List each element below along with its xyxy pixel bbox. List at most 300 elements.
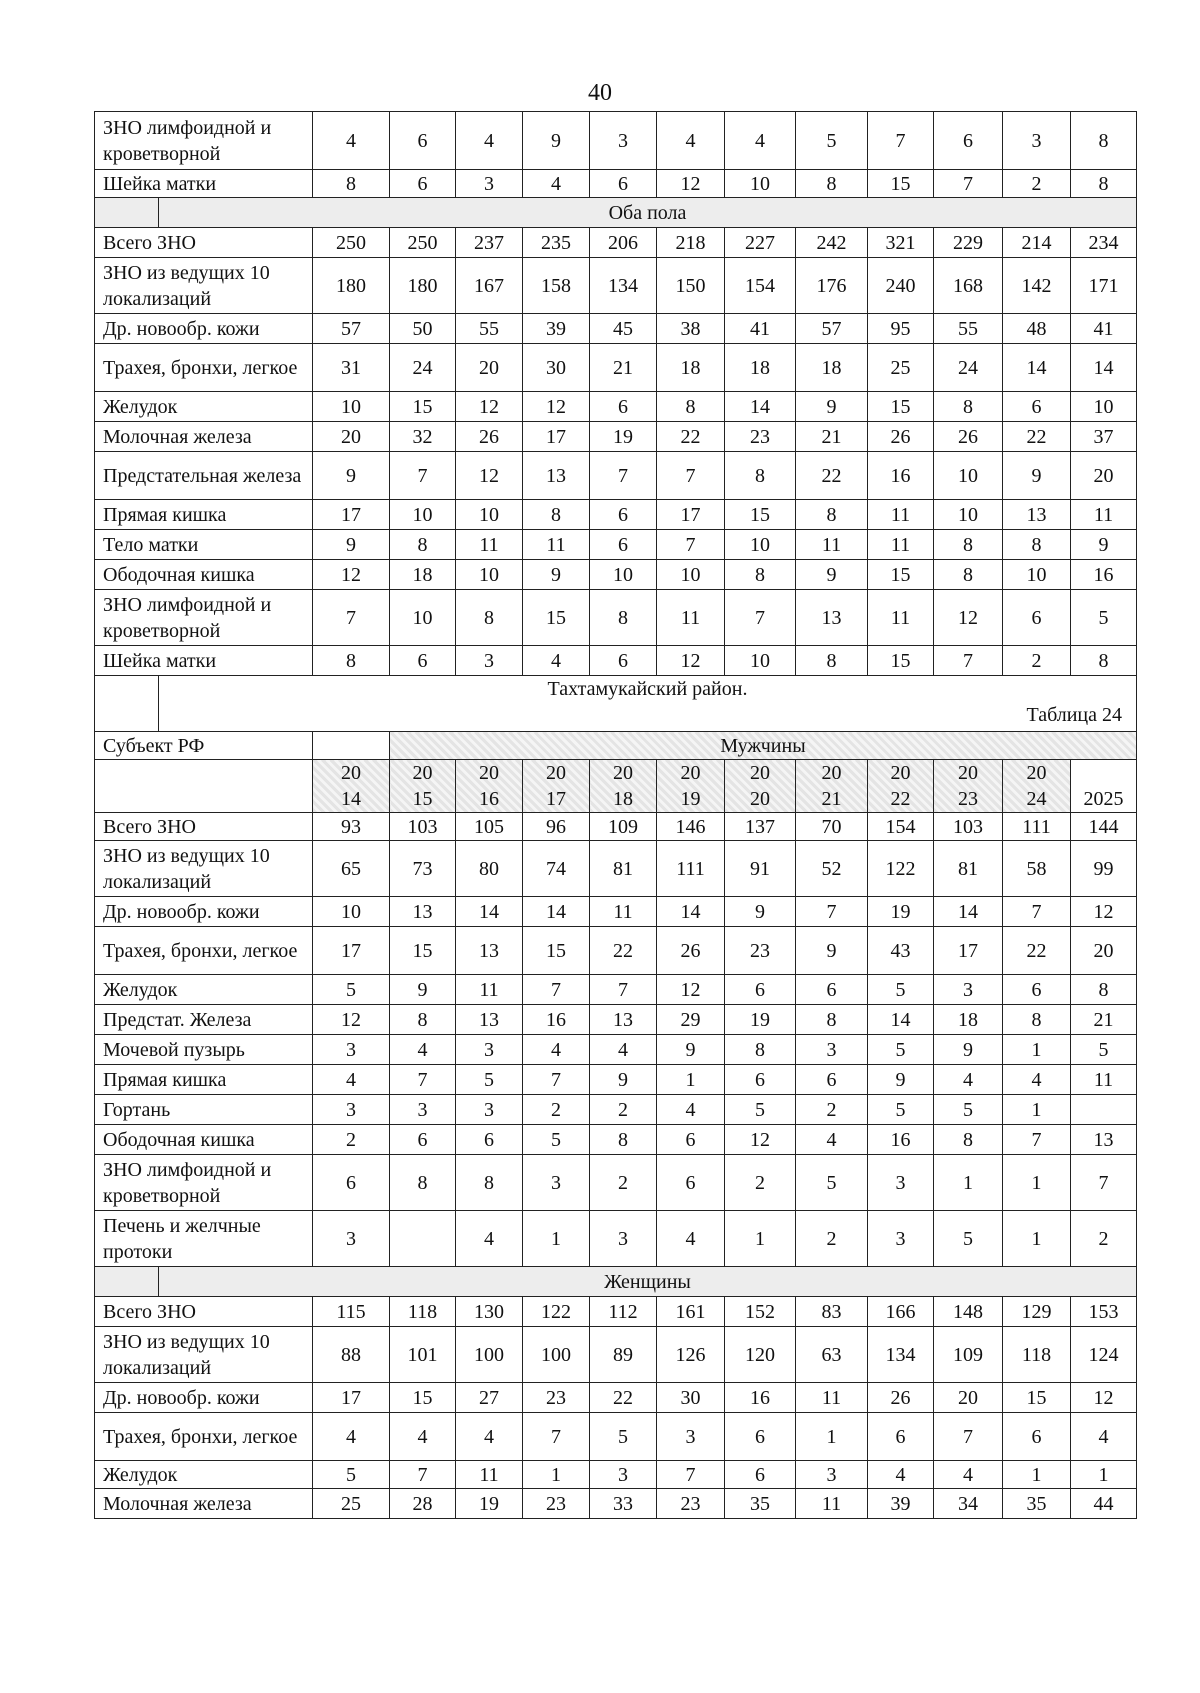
- row-label: ЗНО лимфоидной и кроветворной: [95, 1155, 313, 1211]
- value-cell: 6: [725, 1413, 796, 1461]
- row-label: Др. новообр. кожи: [95, 1383, 313, 1413]
- value-cell: 4: [590, 1035, 657, 1065]
- row-label: Прямая кишка: [95, 1065, 313, 1095]
- table-row: [95, 500, 1137, 530]
- value-cell: 12: [456, 452, 523, 500]
- value-cell: 6: [796, 1065, 868, 1095]
- value-cell: 4: [456, 112, 523, 170]
- value-cell: 9: [523, 560, 590, 590]
- value-cell: 18: [725, 344, 796, 392]
- table-row: [95, 1065, 1137, 1095]
- statistics-table: [94, 111, 1137, 1519]
- table-row: [95, 1413, 1137, 1461]
- value-cell: 7: [590, 452, 657, 500]
- value-cell: 235: [523, 228, 590, 258]
- blank-cell: [313, 732, 390, 760]
- value-cell: 57: [313, 314, 390, 344]
- table-row: [95, 927, 1137, 975]
- value-cell: 22: [1003, 927, 1071, 975]
- value-cell: 15: [868, 646, 934, 676]
- year-header: [523, 760, 590, 813]
- value-cell: 25: [313, 1489, 390, 1519]
- value-cell: 12: [313, 1005, 390, 1035]
- value-cell: 118: [390, 1297, 456, 1327]
- value-cell: 21: [796, 422, 868, 452]
- value-cell: 15: [1003, 1383, 1071, 1413]
- value-cell: 8: [456, 590, 523, 646]
- value-cell: 7: [1003, 897, 1071, 927]
- value-cell: 11: [456, 975, 523, 1005]
- value-cell: 74: [523, 841, 590, 897]
- value-cell: 13: [456, 1005, 523, 1035]
- value-cell: 1: [725, 1211, 796, 1267]
- value-cell: 168: [934, 258, 1003, 314]
- value-cell: 10: [1003, 560, 1071, 590]
- value-cell: 13: [1003, 500, 1071, 530]
- value-cell: 15: [523, 927, 590, 975]
- value-cell: 12: [313, 560, 390, 590]
- value-cell: 150: [657, 258, 725, 314]
- value-cell: 2: [725, 1155, 796, 1211]
- table-row: [95, 112, 1137, 170]
- row-label: Желудок: [95, 1461, 313, 1489]
- value-cell: 4: [725, 112, 796, 170]
- value-cell: 20: [1071, 927, 1137, 975]
- value-cell: 12: [657, 975, 725, 1005]
- value-cell: 4: [657, 112, 725, 170]
- value-cell: 9: [313, 530, 390, 560]
- value-cell: 6: [590, 500, 657, 530]
- row-label: ЗНО из ведущих 10 локализаций: [95, 258, 313, 314]
- value-cell: 4: [390, 1035, 456, 1065]
- table-row: [95, 258, 1137, 314]
- value-cell: 16: [868, 1125, 934, 1155]
- value-cell: 10: [313, 897, 390, 927]
- value-cell: 11: [1071, 1065, 1137, 1095]
- table-row: [95, 392, 1137, 422]
- value-cell: 6: [725, 1065, 796, 1095]
- value-cell: 3: [456, 1095, 523, 1125]
- value-cell: 1: [657, 1065, 725, 1095]
- table-row: [95, 314, 1137, 344]
- value-cell: 7: [796, 897, 868, 927]
- value-cell: 22: [796, 452, 868, 500]
- value-cell: 3: [313, 1035, 390, 1065]
- value-cell: 7: [523, 1065, 590, 1095]
- section-header-both: Оба пола: [159, 198, 1137, 228]
- value-cell: 11: [456, 530, 523, 560]
- row-label: Мочевой пузырь: [95, 1035, 313, 1065]
- value-cell: 15: [868, 392, 934, 422]
- value-cell: 118: [1003, 1327, 1071, 1383]
- row-label: ЗНО лимфоидной и кроветворной: [95, 112, 313, 170]
- value-cell: 22: [1003, 422, 1071, 452]
- value-cell: 9: [796, 927, 868, 975]
- value-cell: 1: [934, 1155, 1003, 1211]
- value-cell: 3: [868, 1155, 934, 1211]
- value-cell: 111: [657, 841, 725, 897]
- value-cell: 10: [456, 500, 523, 530]
- value-cell: 109: [590, 813, 657, 841]
- row-label: Желудок: [95, 392, 313, 422]
- value-cell: 38: [657, 314, 725, 344]
- row-label: Прямая кишка: [95, 500, 313, 530]
- value-cell: 23: [657, 1489, 725, 1519]
- value-cell: 8: [796, 170, 868, 198]
- value-cell: 124: [1071, 1327, 1137, 1383]
- value-cell: 100: [523, 1327, 590, 1383]
- value-cell: 17: [523, 422, 590, 452]
- value-cell: 101: [390, 1327, 456, 1383]
- value-cell: 6: [390, 170, 456, 198]
- value-cell: 8: [796, 1005, 868, 1035]
- value-cell: 11: [868, 530, 934, 560]
- value-cell: 234: [1071, 228, 1137, 258]
- table-row: [95, 1211, 1137, 1267]
- value-cell: 1: [1003, 1211, 1071, 1267]
- row-label: ЗНО лимфоидной и кроветворной: [95, 590, 313, 646]
- value-cell: 3: [657, 1413, 725, 1461]
- value-cell: 129: [1003, 1297, 1071, 1327]
- header-row: [95, 732, 1137, 760]
- value-cell: 17: [934, 927, 1003, 975]
- value-cell: 14: [1003, 344, 1071, 392]
- table-row: [95, 590, 1137, 646]
- value-cell: 9: [523, 112, 590, 170]
- value-cell: 8: [657, 392, 725, 422]
- value-cell: 21: [1071, 1005, 1137, 1035]
- value-cell: 30: [523, 344, 590, 392]
- section-row: [95, 198, 1137, 228]
- value-cell: 16: [868, 452, 934, 500]
- value-cell: 41: [725, 314, 796, 344]
- year-part: 20: [958, 762, 979, 784]
- value-cell: 4: [934, 1065, 1003, 1095]
- value-cell: 13: [590, 1005, 657, 1035]
- row-label: Др. новообр. кожи: [95, 897, 313, 927]
- value-cell: 37: [1071, 422, 1137, 452]
- value-cell: 8: [313, 646, 390, 676]
- value-cell: 81: [590, 841, 657, 897]
- year-part: 2025: [1083, 788, 1124, 810]
- value-cell: 83: [796, 1297, 868, 1327]
- value-cell: 17: [313, 927, 390, 975]
- value-cell: 2: [1071, 1211, 1137, 1267]
- year-header: [456, 760, 523, 813]
- row-label: Ободочная кишка: [95, 560, 313, 590]
- value-cell: 65: [313, 841, 390, 897]
- value-cell: 4: [523, 646, 590, 676]
- table-row: [95, 530, 1137, 560]
- row-label: Ободочная кишка: [95, 1125, 313, 1155]
- value-cell: 88: [313, 1327, 390, 1383]
- value-cell: 142: [1003, 258, 1071, 314]
- value-cell: 15: [390, 1383, 456, 1413]
- row-label: ЗНО из ведущих 10 локализаций: [95, 841, 313, 897]
- year-header: [590, 760, 657, 813]
- value-cell: 48: [1003, 314, 1071, 344]
- value-cell: 8: [1071, 975, 1137, 1005]
- value-cell: 19: [456, 1489, 523, 1519]
- value-cell: 9: [868, 1065, 934, 1095]
- section-header-men: Мужчины: [390, 732, 1137, 760]
- table-row: [95, 646, 1137, 676]
- value-cell: 8: [934, 392, 1003, 422]
- row-label: Тело матки: [95, 530, 313, 560]
- value-cell: 8: [590, 590, 657, 646]
- value-cell: 4: [934, 1461, 1003, 1489]
- value-cell: 18: [934, 1005, 1003, 1035]
- value-cell: 12: [456, 392, 523, 422]
- value-cell: 24: [390, 344, 456, 392]
- value-cell: 8: [934, 530, 1003, 560]
- value-cell: 153: [1071, 1297, 1137, 1327]
- year-part: 17: [546, 788, 567, 810]
- value-cell: 152: [725, 1297, 796, 1327]
- value-cell: 122: [523, 1297, 590, 1327]
- value-cell: 6: [1003, 975, 1071, 1005]
- value-cell: 4: [456, 1211, 523, 1267]
- value-cell: 6: [590, 392, 657, 422]
- value-cell: 9: [390, 975, 456, 1005]
- table-row: [95, 1297, 1137, 1327]
- value-cell: 12: [1071, 1383, 1137, 1413]
- district-title-cell: [159, 676, 1137, 732]
- value-cell: 11: [796, 1489, 868, 1519]
- value-cell: 7: [1003, 1125, 1071, 1155]
- value-cell: 52: [796, 841, 868, 897]
- year-header: [390, 760, 456, 813]
- year-part: 19: [680, 788, 701, 810]
- subject-header: Субъект РФ: [95, 732, 313, 760]
- value-cell: 8: [1071, 170, 1137, 198]
- value-cell: 22: [590, 927, 657, 975]
- year-part: 20: [750, 788, 771, 810]
- value-cell: 5: [590, 1413, 657, 1461]
- year-header: [657, 760, 725, 813]
- value-cell: 16: [1071, 560, 1137, 590]
- table-row: [95, 1383, 1137, 1413]
- table-row: [95, 975, 1137, 1005]
- value-cell: 229: [934, 228, 1003, 258]
- value-cell: 180: [390, 258, 456, 314]
- value-cell: 9: [796, 560, 868, 590]
- year-header: [868, 760, 934, 813]
- value-cell: 161: [657, 1297, 725, 1327]
- value-cell: 26: [657, 927, 725, 975]
- value-cell: 11: [796, 530, 868, 560]
- value-cell: 9: [1003, 452, 1071, 500]
- value-cell: 8: [934, 560, 1003, 590]
- value-cell: 6: [590, 170, 657, 198]
- row-label: Предстательная железа: [95, 452, 313, 500]
- value-cell: 2: [523, 1095, 590, 1125]
- value-cell: 227: [725, 228, 796, 258]
- value-cell: 11: [523, 530, 590, 560]
- value-cell: 3: [313, 1211, 390, 1267]
- table-body: [95, 112, 1137, 1519]
- table-row: [95, 170, 1137, 198]
- value-cell: 9: [1071, 530, 1137, 560]
- value-cell: 6: [390, 1125, 456, 1155]
- value-cell: 6: [590, 646, 657, 676]
- value-cell: 10: [456, 560, 523, 590]
- value-cell: 1: [1003, 1035, 1071, 1065]
- value-cell: 81: [934, 841, 1003, 897]
- value-cell: 10: [657, 560, 725, 590]
- value-cell: 115: [313, 1297, 390, 1327]
- value-cell: 5: [1071, 590, 1137, 646]
- value-cell: 8: [934, 1125, 1003, 1155]
- value-cell: 96: [523, 813, 590, 841]
- value-cell: 242: [796, 228, 868, 258]
- value-cell: 14: [868, 1005, 934, 1035]
- value-cell: 6: [590, 530, 657, 560]
- value-cell: 57: [796, 314, 868, 344]
- table-row: [95, 1155, 1137, 1211]
- years-row: [95, 760, 1137, 813]
- value-cell: 19: [590, 422, 657, 452]
- value-cell: 63: [796, 1327, 868, 1383]
- value-cell: 15: [868, 560, 934, 590]
- value-cell: 8: [390, 1155, 456, 1211]
- value-cell: 5: [934, 1211, 1003, 1267]
- value-cell: 10: [390, 590, 456, 646]
- value-cell: 11: [590, 897, 657, 927]
- year-part: 20: [1026, 762, 1047, 784]
- value-cell: 6: [868, 1413, 934, 1461]
- value-cell: 9: [934, 1035, 1003, 1065]
- value-cell: 10: [934, 500, 1003, 530]
- year-part: 22: [890, 788, 911, 810]
- value-cell: 109: [934, 1327, 1003, 1383]
- table-row: [95, 1035, 1137, 1065]
- year-part: 20: [479, 762, 500, 784]
- value-cell: 1: [796, 1413, 868, 1461]
- value-cell: 2: [796, 1211, 868, 1267]
- value-cell: 15: [868, 170, 934, 198]
- value-cell: 13: [456, 927, 523, 975]
- value-cell: 13: [796, 590, 868, 646]
- value-cell: 55: [456, 314, 523, 344]
- value-cell: 5: [1071, 1035, 1137, 1065]
- value-cell: 12: [523, 392, 590, 422]
- value-cell: 144: [1071, 813, 1137, 841]
- value-cell: 45: [590, 314, 657, 344]
- year-part: 20: [890, 762, 911, 784]
- table-row: [95, 1327, 1137, 1383]
- value-cell: 105: [456, 813, 523, 841]
- value-cell: 7: [523, 1413, 590, 1461]
- value-cell: [1071, 1095, 1137, 1125]
- value-cell: 3: [313, 1095, 390, 1125]
- value-cell: 6: [796, 975, 868, 1005]
- value-cell: 12: [657, 646, 725, 676]
- value-cell: 10: [725, 646, 796, 676]
- value-cell: 14: [523, 897, 590, 927]
- value-cell: 250: [313, 228, 390, 258]
- value-cell: 70: [796, 813, 868, 841]
- row-label: Др. новообр. кожи: [95, 314, 313, 344]
- value-cell: 3: [590, 1211, 657, 1267]
- value-cell: 39: [523, 314, 590, 344]
- blank-cell: [95, 198, 159, 228]
- value-cell: 154: [868, 813, 934, 841]
- value-cell: 23: [725, 422, 796, 452]
- value-cell: 7: [657, 1461, 725, 1489]
- table-row: [95, 1005, 1137, 1035]
- value-cell: 1: [1003, 1461, 1071, 1489]
- value-cell: 3: [590, 112, 657, 170]
- value-cell: 30: [657, 1383, 725, 1413]
- value-cell: 73: [390, 841, 456, 897]
- value-cell: 11: [1071, 500, 1137, 530]
- value-cell: 154: [725, 258, 796, 314]
- value-cell: 99: [1071, 841, 1137, 897]
- value-cell: 4: [523, 1035, 590, 1065]
- table-row: [95, 897, 1137, 927]
- value-cell: 8: [390, 1005, 456, 1035]
- value-cell: 9: [590, 1065, 657, 1095]
- value-cell: 5: [796, 112, 868, 170]
- value-cell: 5: [796, 1155, 868, 1211]
- value-cell: 7: [657, 530, 725, 560]
- value-cell: 3: [456, 646, 523, 676]
- row-label: Трахея, бронхи, легкое: [95, 1413, 313, 1461]
- value-cell: 6: [657, 1155, 725, 1211]
- value-cell: 18: [796, 344, 868, 392]
- value-cell: 3: [523, 1155, 590, 1211]
- row-label: ЗНО из ведущих 10 локализаций: [95, 1327, 313, 1383]
- value-cell: 23: [725, 927, 796, 975]
- value-cell: 8: [390, 530, 456, 560]
- year-part: 20: [613, 762, 634, 784]
- year-part: 23: [958, 788, 979, 810]
- table-row: [95, 841, 1137, 897]
- value-cell: 12: [657, 170, 725, 198]
- value-cell: 10: [1071, 392, 1137, 422]
- value-cell: 16: [523, 1005, 590, 1035]
- value-cell: 103: [934, 813, 1003, 841]
- value-cell: 3: [456, 170, 523, 198]
- value-cell: 4: [657, 1211, 725, 1267]
- value-cell: 7: [590, 975, 657, 1005]
- value-cell: 8: [725, 1035, 796, 1065]
- value-cell: 167: [456, 258, 523, 314]
- value-cell: 122: [868, 841, 934, 897]
- value-cell: 3: [590, 1461, 657, 1489]
- value-cell: 4: [1071, 1413, 1137, 1461]
- district-title: Тахтамукайский район.: [547, 678, 748, 700]
- year-part: 14: [341, 788, 362, 810]
- value-cell: 35: [1003, 1489, 1071, 1519]
- year-part: 20: [341, 762, 362, 784]
- value-cell: 9: [725, 897, 796, 927]
- value-cell: 7: [934, 1413, 1003, 1461]
- year-part: 21: [821, 788, 842, 810]
- value-cell: 7: [934, 646, 1003, 676]
- value-cell: 6: [313, 1155, 390, 1211]
- value-cell: 6: [725, 1461, 796, 1489]
- section-row: [95, 1267, 1137, 1297]
- value-cell: 8: [1071, 646, 1137, 676]
- value-cell: 13: [523, 452, 590, 500]
- year-part: 18: [613, 788, 634, 810]
- value-cell: 137: [725, 813, 796, 841]
- table-row: [95, 422, 1137, 452]
- row-label: Всего ЗНО: [95, 1297, 313, 1327]
- value-cell: 91: [725, 841, 796, 897]
